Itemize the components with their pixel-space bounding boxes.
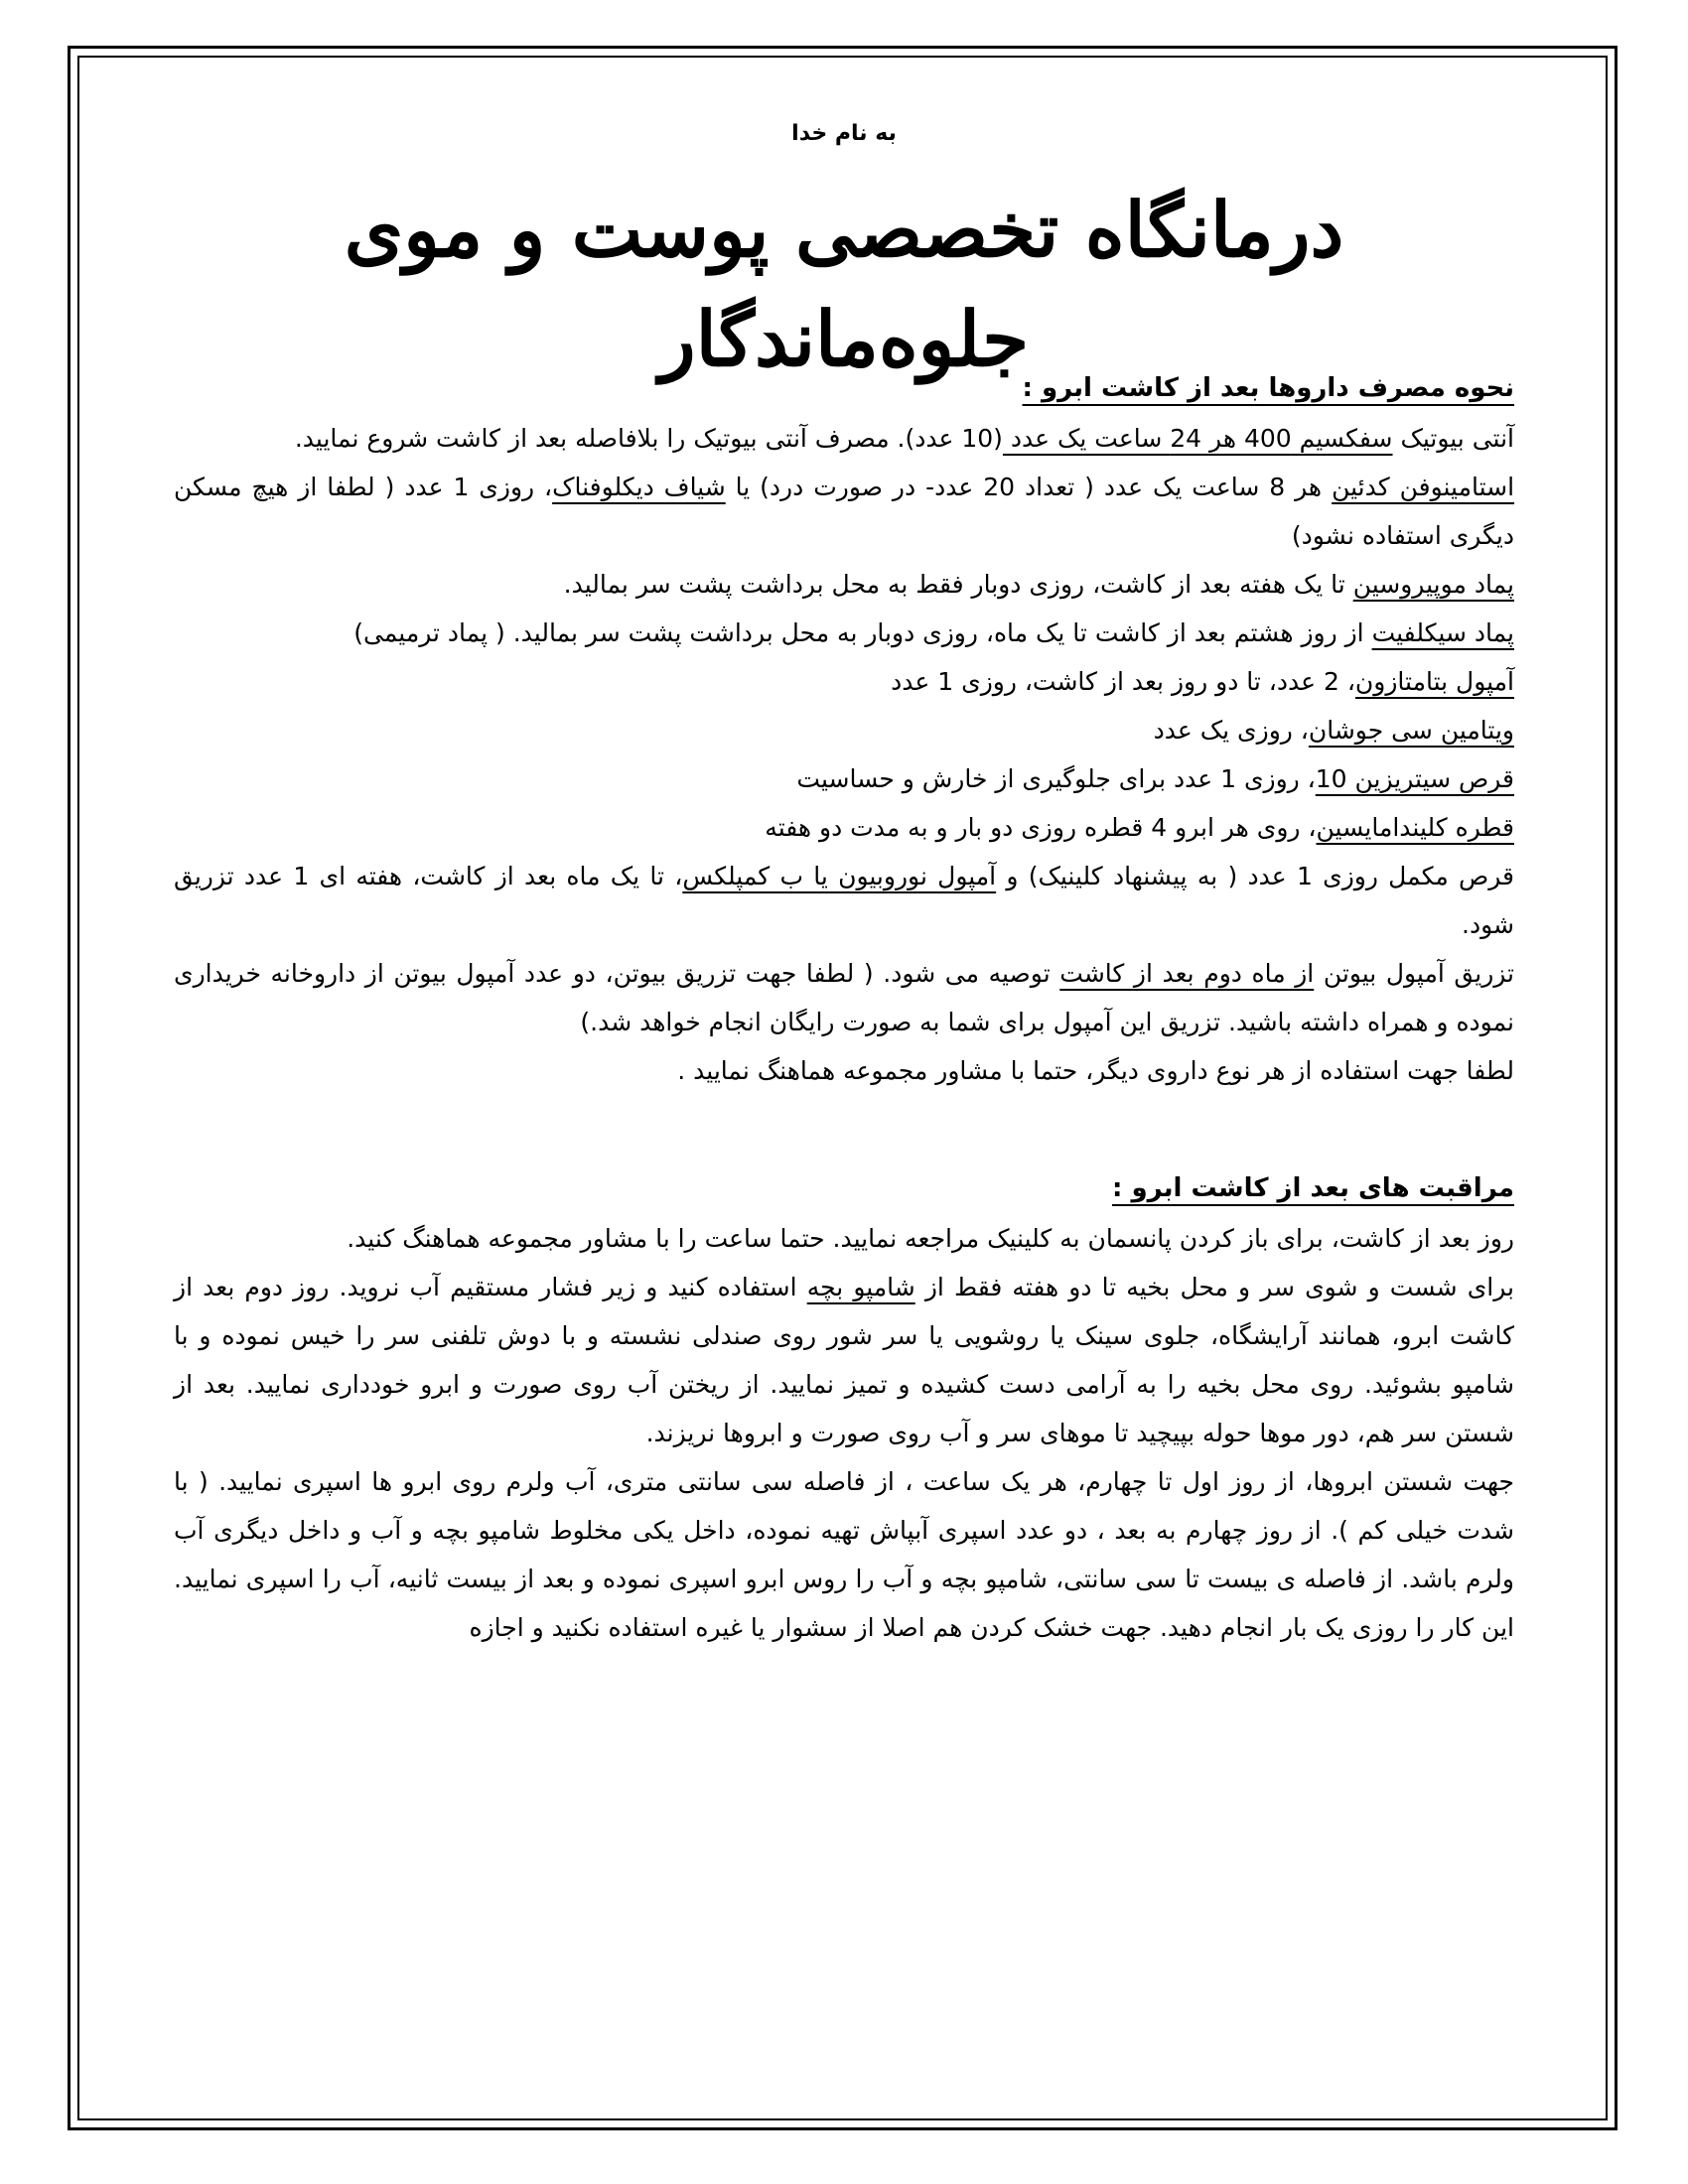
care-eyebrow-wash: جهت شستن ابروها، از روز اول تا چهارم، هر یک ساعت ، از فاصله سی سانتی متری، آب ولرم روی ابرو ها اسپری نمایید. ( با شدت خیلی کم ). از روز چهارم به بعد ، دو عدد اسپری آبپاش تهیه نموده، داخل یکی مخلوط شامپو بچه و آب و داخل دیگری آب ولرم باشد. از فاصله ی بیست تا سی سانتی، شامپو بچه و آب را روس ابرو اسپری نموده و بعد از بیست ثانیه، آب را اسپری نمایید. این کار را روزی یک بار انجام دهید. جهت خشک کردن هم اصلا از سشوار یا غیره استفاده نکنید و اجازه [174, 1467, 1514, 1642]
med-cicalfate: پماد سیکلفیت از روز هشتم بعد از کاشت تا یک ماه، روزی دوبار به محل برداشت پشت سر بمالید. ( پماد ترمیمی) [353, 618, 1514, 647]
med-biotin: تزریق آمپول بیوتن از ماه دوم بعد از کاشت توصیه می شود. ( لطفا جهت تزریق بیوتن، دو عدد آمپول بیوتن از داروخانه خریداری نموده و همراه داشته باشید. تزریق این آمپول برای شما به صورت رایگان انجام خواهد شد.) [174, 959, 1515, 1036]
care-heading: مراقبت های بعد از کاشت ابرو : [1112, 1173, 1514, 1203]
care-washing: برای شست و شوی سر و محل بخیه تا دو هفته فقط از شامپو بچه استفاده کنید و زیر فشار مستقیم آب نروید. روز دوم بعد از کاشت ابرو، همانند آرایشگاه، جلوی سینک یا روشویی یا سر شور روی صندلی نشسته و با دوش تلفنی سر را خیس نموده و با شامپو بشوئید. روی محل بخیه را به آرامی دست کشیده و تمیز نمایید. از ریختن آب روی صورت و ابرو خودداری نمایید. بعد از شستن سر هم، دور موها حوله بپیچید تا موهای سر و آب روی صورت و ابروها نریزند. [174, 1273, 1514, 1447]
med-betamethasone: آمپول بتامتازون، 2 عدد، تا دو روز بعد از کاشت، روزی 1 عدد [891, 667, 1514, 696]
bismillah: به نام خدا [791, 121, 897, 146]
med-cetirizine: قرص سیتریزین 10، روزی 1 عدد برای جلوگیری از خارش و حساسیت [796, 764, 1514, 793]
med-acetaminophen: استامینوفن کدئین هر 8 ساعت یک عدد ( تعداد 20 عدد- در صورت درد) یا شیاف دیکلوفناک، روزی 1 عدد ( لطفا از هیچ مسکن دیگری استفاده نشود) [174, 473, 1515, 550]
med-supplement: قرص مکمل روزی 1 عدد ( به پیشنهاد کلینیک) و آمپول نوروبیون یا ب کمپلکس، تا یک ماه بعد از کاشت، هفته ای 1 عدد تزریق شود. [174, 862, 1515, 939]
med-vitamin-c: ویتامین سی جوشان، روزی یک عدد [1153, 716, 1514, 745]
med-consult-note: لطفا جهت استفاده از هر نوع داروی دیگر، حتما با مشاور مجموعه هماهنگ نمایید . [677, 1056, 1514, 1085]
clinic-title: درمانگاه تخصصی پوست و موی جلوه‌ماندگار [344, 186, 1344, 383]
medications-heading: نحوه مصرف داروها بعد از کاشت ابرو : [1022, 373, 1514, 403]
med-mupirocin: پماد موپیروسین تا یک هفته بعد از کاشت، روزی دوبار فقط به محل برداشت پشت سر بمالید. [563, 570, 1514, 599]
care-dressing: روز بعد از کاشت، برای باز کردن پانسمان به کلینیک مراجعه نمایید. حتما ساعت را با مشاور مجموعه هماهنگ کنید. [347, 1224, 1514, 1253]
med-antibiotic: آنتی بیوتیک سفکسیم 400 هر 24 ساعت یک عدد (10 عدد). مصرف آنتی بیوتیک را بلافاصله بعد از کاشت شروع نمایید. [294, 424, 1514, 453]
med-clindamycin: قطره کلیندامایسین، روی هر ابرو 4 قطره روزی دو بار و به مدت دو هفته [765, 813, 1514, 842]
document-page [174, 114, 1514, 1652]
